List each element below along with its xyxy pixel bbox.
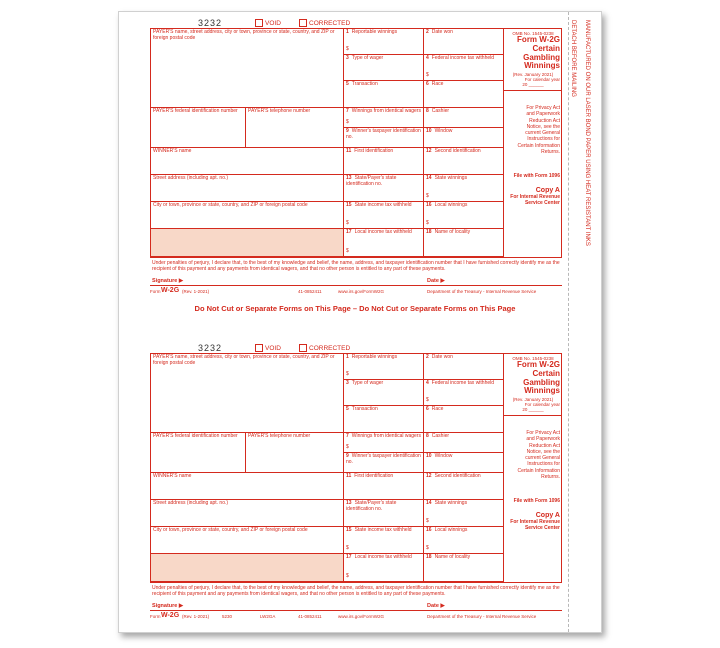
field-label: Street address (including apt. no.) <box>153 175 229 181</box>
form-title: Winnings <box>524 386 560 396</box>
box-number: 8 <box>426 108 429 114</box>
field-label: State income tax withheld <box>354 202 412 208</box>
box7-field[interactable] <box>344 108 424 128</box>
calendar-year-field[interactable]: 20 ______ <box>522 407 544 413</box>
box5-field[interactable] <box>344 81 424 108</box>
payer-name-field[interactable] <box>151 29 344 108</box>
box3-field[interactable] <box>344 55 424 81</box>
void-label: VOID <box>265 344 281 352</box>
privacy-line: Reduction Act <box>529 117 560 124</box>
perforation-line <box>568 12 569 632</box>
box15-field[interactable] <box>344 202 424 229</box>
form-title: Form W-2G <box>517 360 560 369</box>
box-number: 11 <box>346 148 352 154</box>
corrected-label: CORRECTED <box>309 344 351 352</box>
privacy-line: and Paperwork <box>526 436 560 443</box>
box6-field[interactable] <box>424 81 504 108</box>
box2-field[interactable] <box>424 354 504 380</box>
form-title-column <box>504 29 562 257</box>
box1-field[interactable] <box>344 29 424 55</box>
field-label: WINNER'S name <box>153 148 192 154</box>
field-label: Federal income tax withheld <box>431 55 495 61</box>
dollar-sign: $ <box>346 248 349 255</box>
field-label: Second identification <box>434 473 481 479</box>
privacy-line: Certain Information <box>517 467 560 474</box>
box-number: 5 <box>346 81 349 87</box>
omb-number: OMB No. 1545-0238 <box>512 31 554 36</box>
side-text-manufactured: MANUFACTURED ON OUR LASER BOND PAPER USING HEAT RESISTANT INKS <box>584 20 590 246</box>
payer-fed-id-field[interactable] <box>151 433 246 473</box>
box9-field[interactable] <box>344 453 424 473</box>
field-label: Winnings from identical wagers <box>351 433 421 439</box>
box-number: 6 <box>426 81 429 87</box>
box-number: 14 <box>426 175 432 181</box>
box17-field[interactable] <box>344 554 424 582</box>
footer-code: 5230 <box>222 614 233 619</box>
field-label: State/Payer's state identification no. <box>346 500 397 512</box>
box-number: 17 <box>346 229 352 235</box>
box4-field[interactable] <box>424 380 504 406</box>
privacy-line: Instructions for <box>527 136 560 143</box>
street-address-field[interactable] <box>151 500 344 527</box>
field-label: Federal income tax withheld <box>431 380 495 386</box>
box5-field[interactable] <box>344 406 424 433</box>
field-label: City or town, province or state, country, and ZIP or foreign postal code <box>153 202 308 208</box>
box17-field[interactable] <box>344 229 424 257</box>
box-number: 16 <box>426 202 432 208</box>
form-title: Certain <box>532 368 560 378</box>
payer-phone-field[interactable] <box>246 108 344 148</box>
field-label: Reportable winnings <box>351 354 398 360</box>
box-number: 7 <box>346 108 349 114</box>
dollar-sign: $ <box>346 119 349 126</box>
dollar-sign: $ <box>346 545 349 552</box>
signature-line[interactable] <box>150 603 562 611</box>
field-label: Local winnings <box>434 202 468 208</box>
form-title: Gambling <box>523 52 560 62</box>
corrected-checkbox[interactable] <box>299 344 350 352</box>
box-number: 13 <box>346 500 352 506</box>
box-number: 3 <box>346 380 349 386</box>
field-label: State/Payer's state identification no. <box>346 175 397 187</box>
field-label: PAYER'S federal identification number <box>153 108 238 114</box>
footer-url: www.irs.gov/FormW2G <box>338 289 385 294</box>
corrected-label: CORRECTED <box>309 19 351 27</box>
field-label: Date won <box>431 354 453 360</box>
form-copy-top <box>145 18 565 294</box>
form-grid <box>150 353 562 583</box>
copy-label: Copy A <box>535 512 560 520</box>
box10-field[interactable] <box>424 128 504 148</box>
field-label: First identification <box>354 473 394 479</box>
box-number: 16 <box>426 527 432 533</box>
privacy-line: Notice, see the <box>526 123 560 130</box>
dollar-sign: $ <box>426 518 429 525</box>
dollar-sign: $ <box>426 220 429 227</box>
field-label: Race <box>431 406 444 412</box>
date-label: Date ▶ <box>427 278 445 284</box>
privacy-line: For Privacy Act <box>526 105 560 112</box>
field-label: Local income tax withheld <box>354 229 412 235</box>
box-number: 9 <box>346 453 349 459</box>
street-address-field[interactable] <box>151 175 344 202</box>
field-label: First identification <box>354 148 394 154</box>
field-label: Race <box>431 81 444 87</box>
city-field[interactable] <box>151 527 344 554</box>
box-number: 11 <box>346 473 352 479</box>
box14-field[interactable] <box>424 500 504 527</box>
footer-cat-number: 41-0852411 <box>298 614 322 619</box>
privacy-notice <box>504 430 562 480</box>
box1-field[interactable] <box>344 354 424 380</box>
field-label: Date won <box>431 29 453 35</box>
footer-revision: (Rev. 1-2021) <box>182 289 210 294</box>
revision-date: (Rev. January 2021) <box>512 397 554 403</box>
perjury-statement: Under penalties of perjury, I declare that, to the best of my knowledge and belief, the name, address, and taxpayer identification number that I have furnished correctly identify me as the recipient of this payment and any payments from identical wagers, and that no other person is entitled to any part of these payments. <box>152 260 560 272</box>
box-number: 6 <box>426 406 429 412</box>
box8-field[interactable] <box>424 108 504 128</box>
box12-field[interactable] <box>424 473 504 500</box>
calendar-year-field[interactable]: 20 ______ <box>522 82 544 88</box>
irs-label: For Internal Revenue <box>510 194 560 201</box>
privacy-line: Certain Information <box>517 142 560 149</box>
form-code: 3232 <box>198 343 223 353</box>
form-copy-bottom <box>145 343 565 619</box>
void-label: VOID <box>265 19 281 27</box>
signature-label: Signature ▶ <box>152 603 184 609</box>
omb-number: OMB No. 1545-0238 <box>512 356 554 361</box>
field-label: Street address (including apt. no.) <box>153 500 229 506</box>
field-label: Cashier <box>431 433 450 439</box>
footer-lw-code: LW2GA <box>260 614 276 619</box>
calendar-year-label: For calendar year <box>524 402 560 408</box>
privacy-line: For Privacy Act <box>526 430 560 437</box>
divider <box>504 415 562 416</box>
irs-label: For Internal Revenue <box>510 519 560 526</box>
checkbox-box[interactable] <box>255 19 263 27</box>
field-label: Name of locality <box>434 229 471 235</box>
field-label: Local income tax withheld <box>354 554 412 560</box>
shaded-area <box>151 229 344 257</box>
field-label: Winner's taxpayer identification no. <box>346 128 421 140</box>
box-number: 4 <box>426 380 429 386</box>
file-with-label: File with Form 1096 <box>513 173 560 180</box>
no-cut-notice: Do Not Cut or Separate Forms on This Page – Do Not Cut or Separate Forms on This Page <box>194 304 516 313</box>
box-number: 10 <box>426 128 432 134</box>
footer-department: Department of the Treasury - Internal Revenue Service <box>427 614 537 619</box>
form-code: 3232 <box>198 18 223 28</box>
form-title: Form W-2G <box>517 35 560 44</box>
checkbox-box[interactable] <box>299 344 307 352</box>
checkbox-box[interactable] <box>299 19 307 27</box>
dollar-sign: $ <box>346 371 349 378</box>
revision-date: (Rev. January 2021) <box>512 72 554 78</box>
date-label: Date ▶ <box>427 603 445 609</box>
perjury-statement: Under penalties of perjury, I declare that, to the best of my knowledge and belief, the name, address, and taxpayer identification number that I have furnished correctly identify me as the recipient of this payment and any payments from identical wagers, and that no other person is entitled to any part of these payments. <box>152 585 560 597</box>
field-label: State income tax withheld <box>354 527 412 533</box>
box4-field[interactable] <box>424 55 504 81</box>
form-title: Winnings <box>524 61 560 71</box>
city-field[interactable] <box>151 202 344 229</box>
box11-field[interactable] <box>344 148 424 175</box>
box-number: 2 <box>426 354 429 360</box>
privacy-line: Returns. <box>541 148 560 155</box>
field-label: Local winnings <box>434 527 468 533</box>
box9-field[interactable] <box>344 128 424 148</box>
box-number: 18 <box>426 229 432 235</box>
box6-field[interactable] <box>424 406 504 433</box>
box-number: 7 <box>346 433 349 439</box>
privacy-line: current General <box>525 455 560 462</box>
field-label: Type of wager <box>351 380 384 386</box>
privacy-notice <box>504 105 562 155</box>
void-checkbox[interactable] <box>255 344 281 352</box>
footer-form-word: Form <box>150 614 161 619</box>
signature-line[interactable] <box>150 278 562 286</box>
box-number: 14 <box>426 500 432 506</box>
field-label: Cashier <box>431 108 450 114</box>
calendar-year-label: For calendar year <box>524 77 560 83</box>
box18-field[interactable] <box>424 229 504 257</box>
field-label: Winnings from identical wagers <box>351 108 421 114</box>
footer-revision: (Rev. 1-2021) <box>182 614 210 619</box>
field-label: PAYER'S telephone number <box>248 433 311 439</box>
box10-field[interactable] <box>424 453 504 473</box>
field-label: PAYER'S telephone number <box>248 108 311 114</box>
box-number: 1 <box>346 354 349 360</box>
box-number: 12 <box>426 473 432 479</box>
privacy-line: and Paperwork <box>526 111 560 118</box>
irs-label: Service Center <box>524 525 560 532</box>
privacy-line: Notice, see the <box>526 448 560 455</box>
footer-url: www.irs.gov/FormW2G <box>338 614 385 619</box>
field-label: PAYER'S name, street address, city or town, province or state, country, and ZIP or foreign postal code <box>153 354 335 366</box>
box-number: 10 <box>426 453 432 459</box>
signature-label: Signature ▶ <box>152 278 184 284</box>
field-label: PAYER'S federal identification number <box>153 433 238 439</box>
box-number: 15 <box>346 527 352 533</box>
payer-name-field[interactable] <box>151 354 344 433</box>
payer-fed-id-field[interactable] <box>151 108 246 148</box>
field-label: Name of locality <box>434 554 471 560</box>
box14-field[interactable] <box>424 175 504 202</box>
box-number: 4 <box>426 55 429 61</box>
box15-field[interactable] <box>344 527 424 554</box>
box-number: 5 <box>346 406 349 412</box>
winner-name-field[interactable] <box>151 473 344 500</box>
box11-field[interactable] <box>344 473 424 500</box>
field-label: WINNER'S name <box>153 473 192 479</box>
box-number: 8 <box>426 433 429 439</box>
form-title: Gambling <box>523 377 560 387</box>
field-label: Window <box>434 128 453 134</box>
box-number: 17 <box>346 554 352 560</box>
form-title: Certain <box>532 43 560 53</box>
box12-field[interactable] <box>424 148 504 175</box>
irs-label: Service Center <box>524 200 560 207</box>
divider <box>504 90 562 91</box>
box-number: 3 <box>346 55 349 61</box>
privacy-line: current General <box>525 130 560 137</box>
side-text-detach: DETACH BEFORE MAILING <box>570 20 576 97</box>
field-label: State winnings <box>434 500 468 506</box>
field-label: PAYER'S name, street address, city or town, province or state, country, and ZIP or foreign postal code <box>153 29 335 41</box>
form-title-column <box>504 354 562 582</box>
footer-department: Department of the Treasury - Internal Revenue Service <box>427 289 537 294</box>
privacy-line: Instructions for <box>527 461 560 468</box>
payer-phone-field[interactable] <box>246 433 344 473</box>
dollar-sign: $ <box>346 220 349 227</box>
box-number: 18 <box>426 554 432 560</box>
shaded-area <box>151 554 344 582</box>
copy-label: Copy A <box>535 187 560 195</box>
field-label: Reportable winnings <box>351 29 398 35</box>
box13-field[interactable] <box>344 500 424 527</box>
field-label: Winner's taxpayer identification no. <box>346 453 421 465</box>
privacy-line: Reduction Act <box>529 442 560 449</box>
box7-field[interactable] <box>344 433 424 453</box>
box16-field[interactable] <box>424 202 504 229</box>
dollar-sign: $ <box>346 573 349 580</box>
box-number: 1 <box>346 29 349 35</box>
box-number: 15 <box>346 202 352 208</box>
box8-field[interactable] <box>424 433 504 453</box>
corrected-checkbox[interactable] <box>299 19 350 27</box>
privacy-line: Returns. <box>541 473 560 480</box>
footer-cat-number: 41-0852411 <box>298 289 322 294</box>
field-label: State winnings <box>434 175 468 181</box>
field-label: Second identification <box>434 148 481 154</box>
dollar-sign: $ <box>426 545 429 552</box>
box2-field[interactable] <box>424 29 504 55</box>
field-label: Type of wager <box>351 55 384 61</box>
box-number: 12 <box>426 148 432 154</box>
field-label: Transaction <box>351 81 378 87</box>
dollar-sign: $ <box>426 193 429 200</box>
box16-field[interactable] <box>424 527 504 554</box>
box13-field[interactable] <box>344 175 424 202</box>
file-with-label: File with Form 1096 <box>513 498 560 505</box>
void-checkbox[interactable] <box>255 19 281 27</box>
footer-form-name: W-2G <box>161 612 180 619</box>
dollar-sign: $ <box>346 444 349 451</box>
box3-field[interactable] <box>344 380 424 406</box>
box-number: 13 <box>346 175 352 181</box>
form-grid <box>150 28 562 258</box>
box18-field[interactable] <box>424 554 504 582</box>
box-number: 9 <box>346 128 349 134</box>
box-number: 2 <box>426 29 429 35</box>
dollar-sign: $ <box>346 46 349 53</box>
checkbox-box[interactable] <box>255 344 263 352</box>
dollar-sign: $ <box>426 397 429 404</box>
field-label: City or town, province or state, country, and ZIP or foreign postal code <box>153 527 308 533</box>
footer-form-word: Form <box>150 289 161 294</box>
field-label: Transaction <box>351 406 378 412</box>
dollar-sign: $ <box>426 72 429 79</box>
footer-form-name: W-2G <box>161 287 180 294</box>
field-label: Window <box>434 453 453 459</box>
winner-name-field[interactable] <box>151 148 344 175</box>
